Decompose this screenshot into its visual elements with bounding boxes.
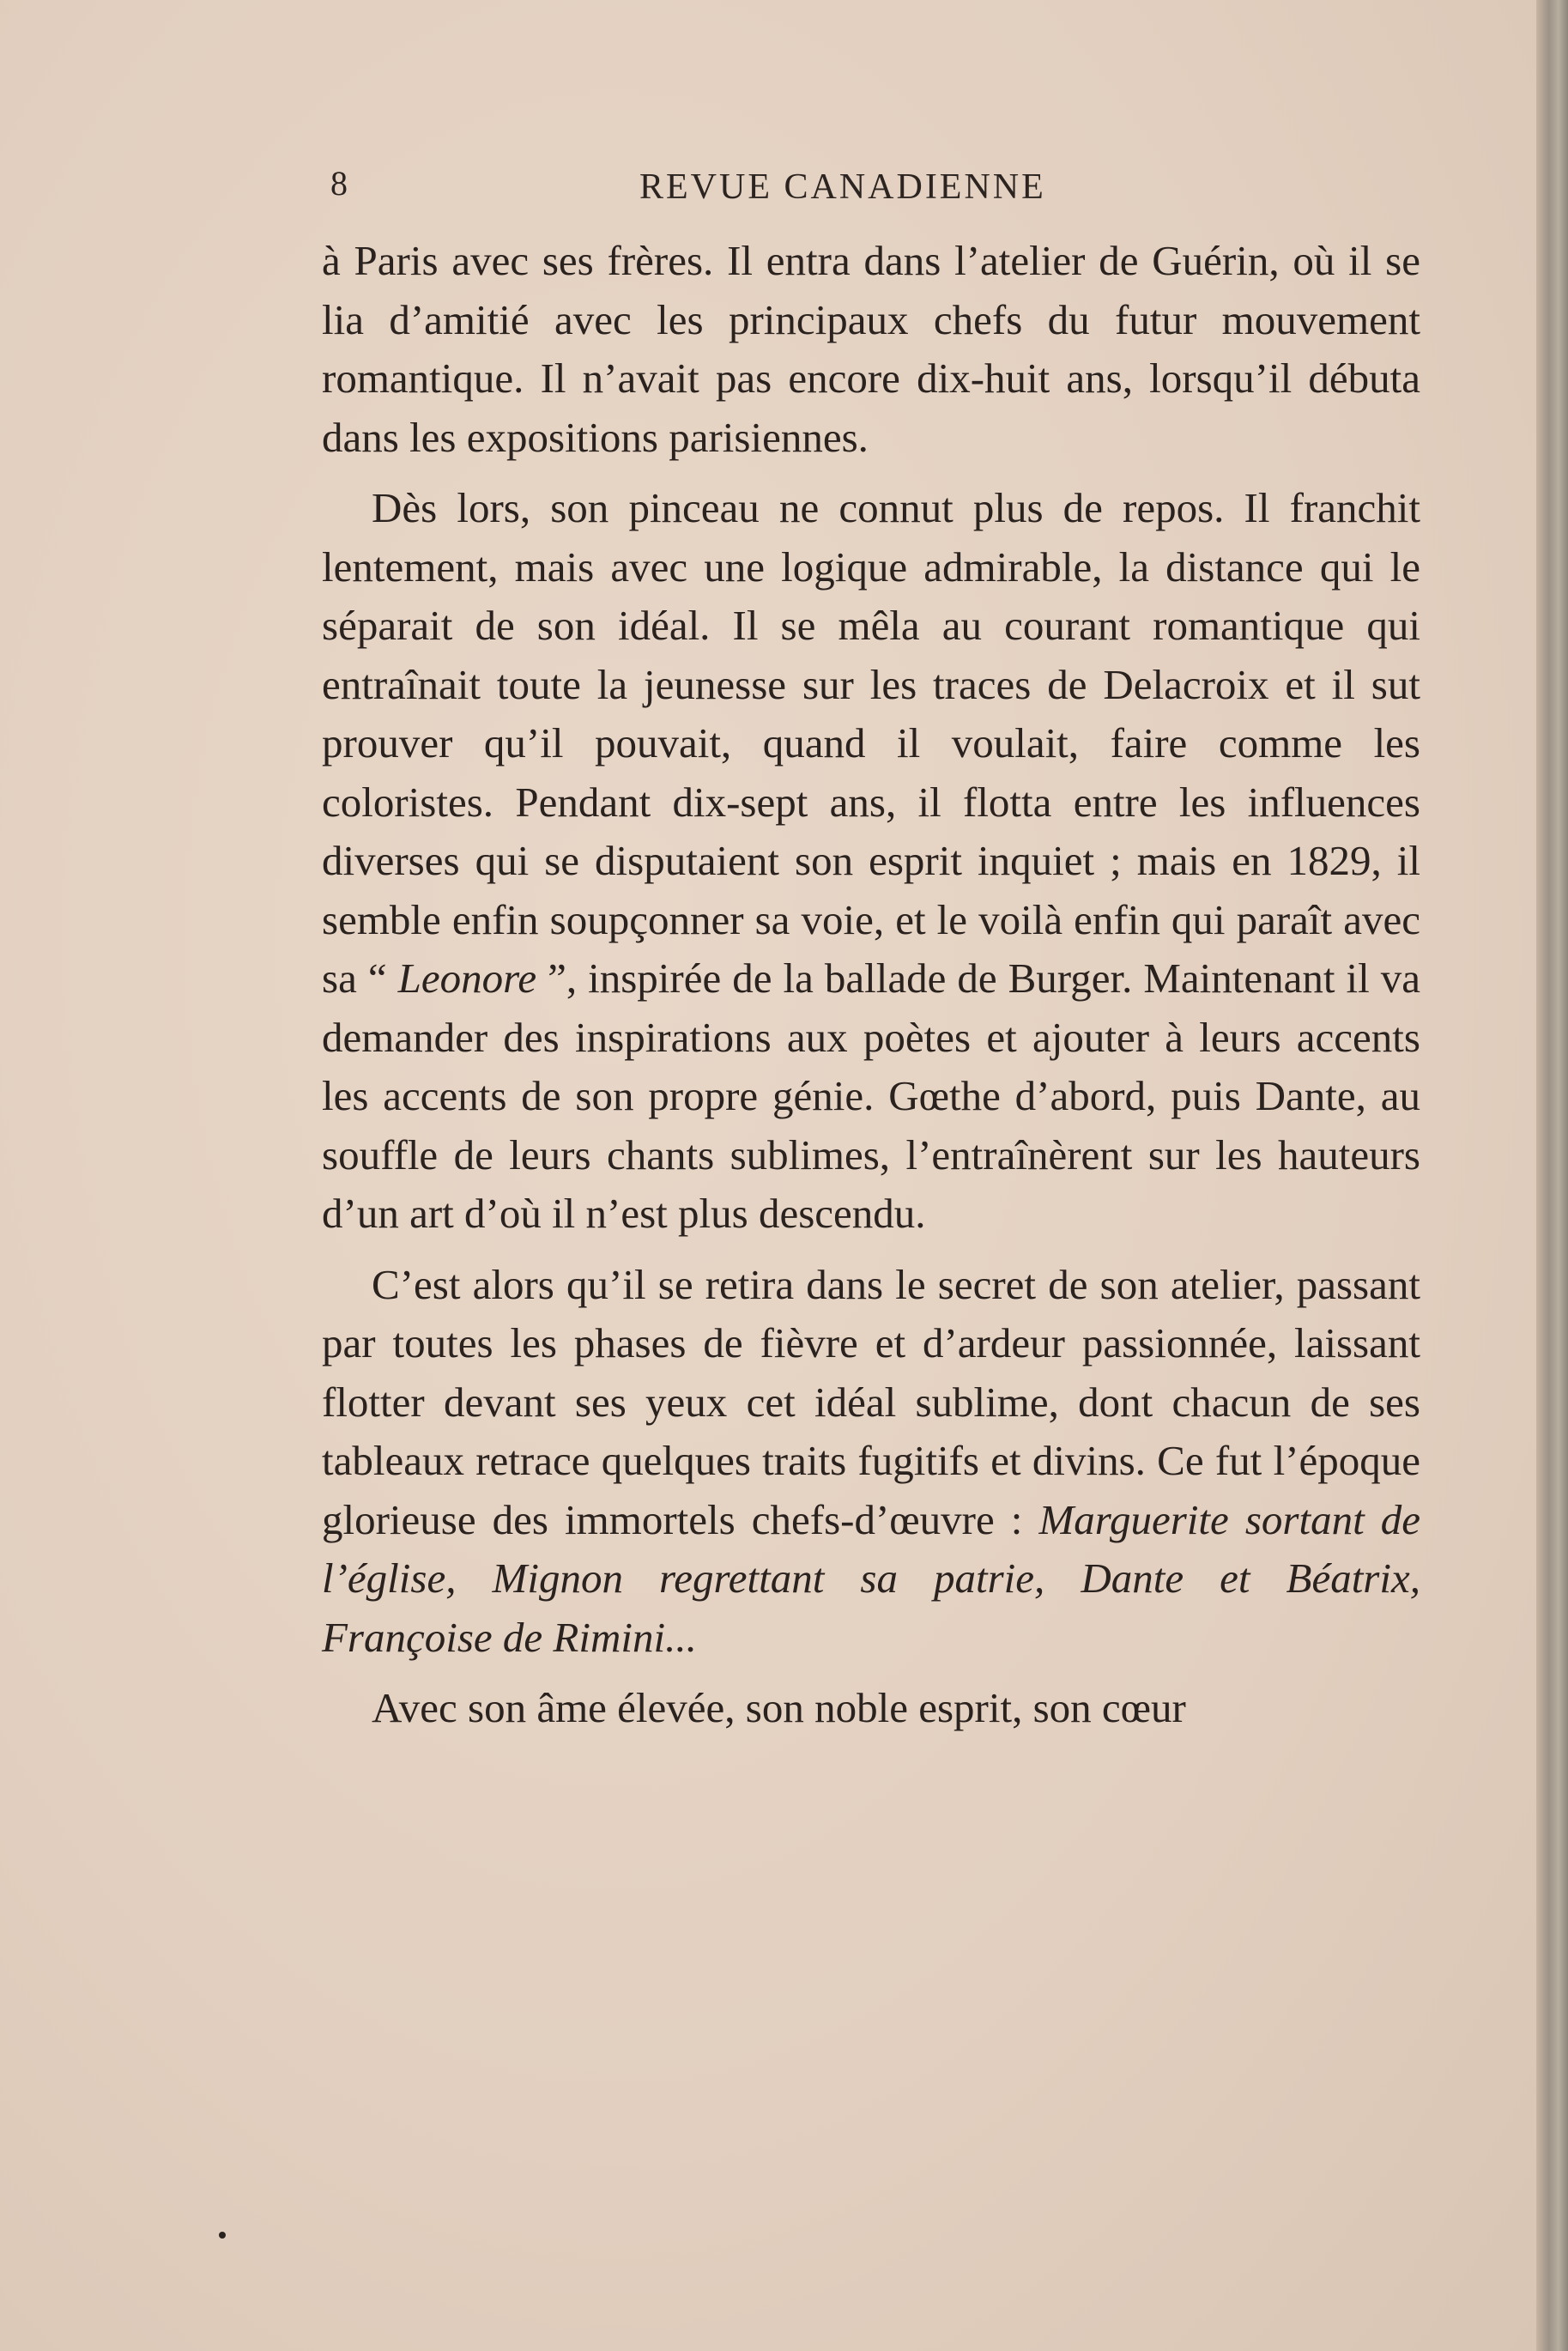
text-segment: Dès lors, son pinceau ne connut plus de repos. Il franchit lentement, mais avec une logique admirable, la distance qui le séparait de son idéal. Il se mêla au courant romantique qui entraînait toute la jeunesse sur les traces de Delacroix et il sut prouver qu’il pouvait, quand il voulait, faire comme les coloristes. Pendant dix-sept ans, il flotta entre les influences diverses qui se disputaient son esprit inquiet ; mais en 1829, il semble enfin soupçonner sa voie, et le voilà enfin qui paraît avec sa “ <box>322 484 1420 1002</box>
body-text <box>322 232 1420 1738</box>
italic-title-leonore: Leonore <box>397 954 537 1002</box>
text-segment: à Paris avec ses frères. Il entra dans l’atelier de Guérin, où il se lia d’amitié avec les principaux chefs du futur mouvement romantique. Il n’avait pas encore dix-huit ans, lorsqu’il débuta dans les expositions parisiennes. <box>322 237 1420 461</box>
book-spine-edge <box>1536 0 1568 2351</box>
text-segment: ”, inspirée de la ballade de Burger. Maintenant il va demander des inspirations aux poètes et ajouter à leurs accents les accents de son propre génie. Gœthe d’abord, puis Dante, au souffle de leurs chants sublimes, l’entraînèrent sur les hauteurs d’un art d’où il n’est plus descendu. <box>322 954 1420 1237</box>
page-number: 8 <box>330 164 348 203</box>
running-head: REVUE CANADIENNE <box>639 167 1046 207</box>
paragraph-4 <box>322 1679 1420 1738</box>
text-segment: Avec son âme élevée, son noble esprit, son cœur <box>372 1684 1186 1731</box>
paragraph-2 <box>322 479 1420 1244</box>
text-segment: C’est alors qu’il se retira dans le secret de son atelier, passant par toutes les phases de fièvre et d’ardeur passionnée, laissant flotter devant ses yeux cet idéal sublime, dont chacun de ses tableaux retrace quelques traits fugitifs et divins. Ce fut l’époque glorieuse des immortels chefs-d’œuvre : <box>322 1260 1420 1543</box>
ink-speck <box>219 2232 226 2239</box>
italic-artwork-list: Marguerite sortant de l’église, Mignon regrettant sa patrie, Dante et Béatrix, Françoise de Rimini... <box>322 1495 1420 1661</box>
paragraph-3 <box>322 1256 1420 1668</box>
paragraph-1 <box>322 232 1420 467</box>
page-header <box>0 163 1536 215</box>
